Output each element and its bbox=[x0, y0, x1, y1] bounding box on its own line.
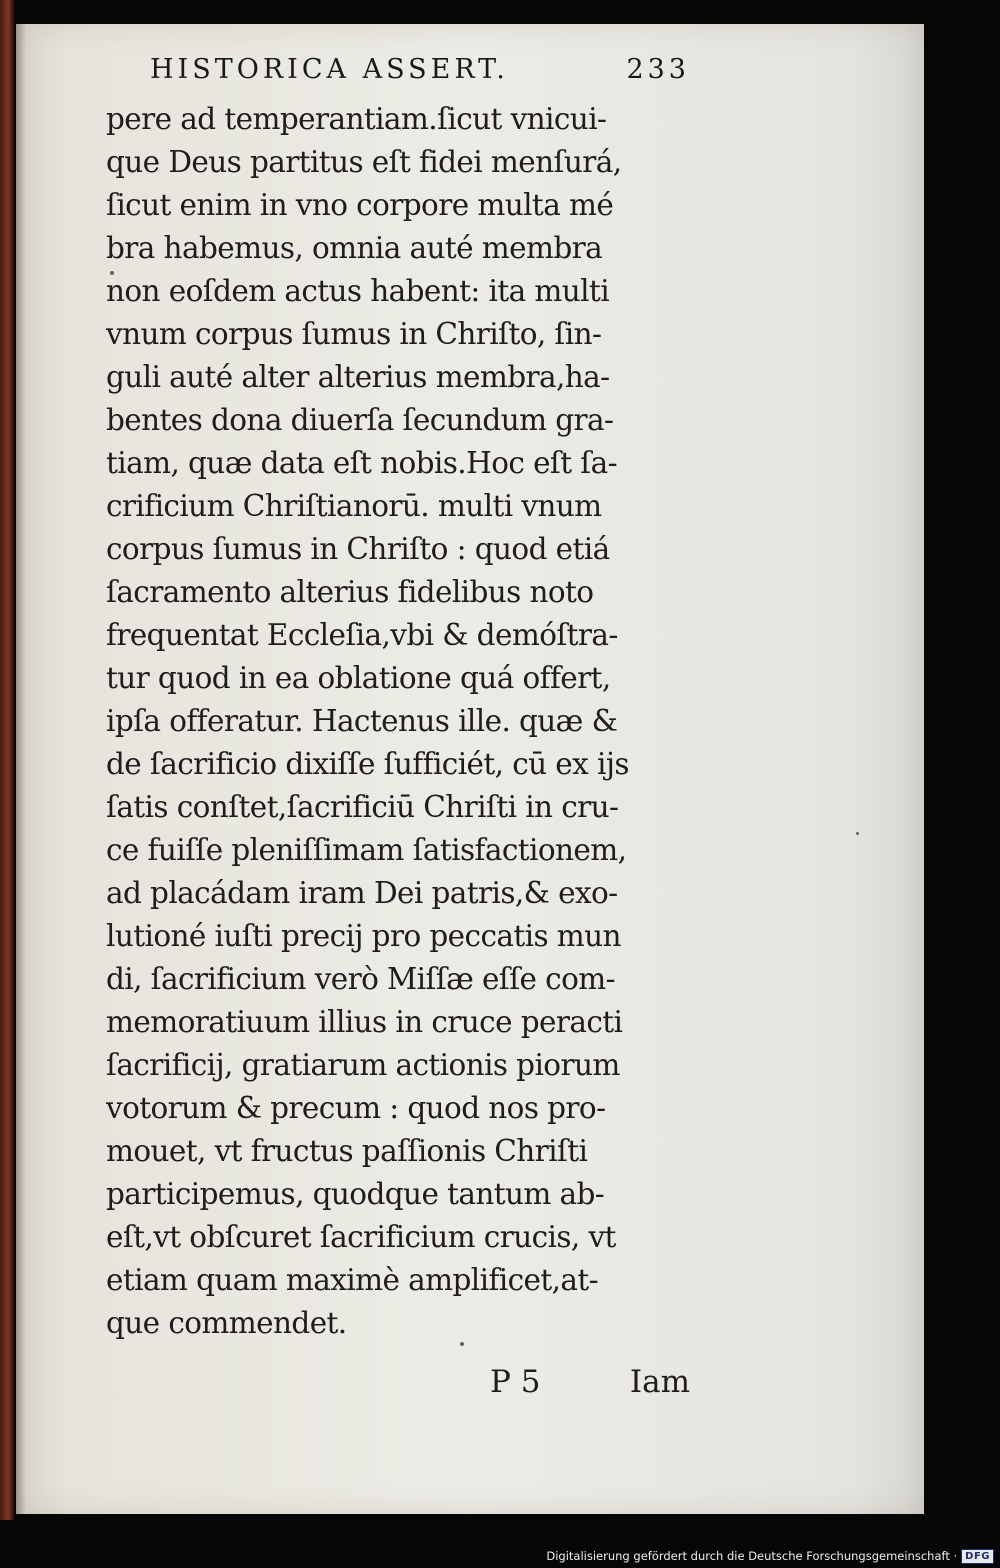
page-number: 233 bbox=[626, 54, 690, 85]
scan-top-border bbox=[0, 0, 1000, 24]
text-line: frequentat Eccleſia,vbi & demóſtra- bbox=[106, 618, 618, 652]
body-text bbox=[106, 98, 686, 1345]
text-line: vnum corpus ſumus in Chriſto, ſin- bbox=[106, 317, 602, 351]
text-line: etiam quam maximè amplificet,at- bbox=[106, 1263, 599, 1297]
text-line: pere ad temperantiam.ſicut vnicui- bbox=[106, 102, 607, 136]
catchline bbox=[490, 1364, 690, 1408]
digitization-credit bbox=[546, 1546, 994, 1566]
text-line: ipſa offeratur. Hactenus ille. quæ & bbox=[106, 704, 618, 738]
text-line: ce fuiſſe pleniſſimam ſatisfactionem, bbox=[106, 833, 627, 867]
running-head-title: HISTORICA ASSERT. bbox=[150, 54, 509, 85]
text-line: lutioné iuſti precij pro peccatis mun bbox=[106, 919, 621, 953]
text-line: ad placádam iram Dei patris,& exo- bbox=[106, 876, 618, 910]
gutter-shadow bbox=[16, 24, 26, 1514]
text-line: ſicut enim in vno corpore multa mé bbox=[106, 188, 614, 222]
text-line: ſacrificij, gratiarum actionis piorum bbox=[106, 1048, 620, 1082]
text-line: que Deus partitus eſt fidei menſurá, bbox=[106, 145, 622, 179]
credit-text: Digitalisierung gefördert durch die Deutsche Forschungsgemeinschaft · bbox=[546, 1549, 958, 1563]
text-line: non eoſdem actus habent: ita multi bbox=[106, 274, 610, 308]
text-line: bra habemus, omnia auté membra bbox=[106, 231, 603, 265]
dfg-logo: DFG bbox=[961, 1549, 994, 1564]
text-line: ſatis conſtet,ſacrificiū Chriſti in cru- bbox=[106, 790, 619, 824]
text-line: tiam, quæ data eſt nobis.Hoc eſt ſa- bbox=[106, 446, 617, 480]
text-line: mouet, vt fructus paſſionis Chriſti bbox=[106, 1134, 588, 1168]
text-line: memoratiuum illius in cruce peracti bbox=[106, 1005, 623, 1039]
text-line: bentes dona diuerſa ſecundum gra- bbox=[106, 403, 614, 437]
running-head bbox=[150, 54, 690, 98]
text-line: tur quod in ea oblatione quá offert, bbox=[106, 661, 611, 695]
catchword: Iam bbox=[629, 1364, 690, 1400]
text-line: corpus ſumus in Chriſto : quod etiá bbox=[106, 532, 610, 566]
text-line: crificium Chriſtianorū. multi vnum bbox=[106, 489, 602, 523]
signature-mark: P 5 bbox=[490, 1364, 541, 1400]
text-line: de ſacrificio dixiſſe ſufficiét, cū ex ijs bbox=[106, 747, 629, 781]
text-line: ſacramento alterius fidelibus noto bbox=[106, 575, 594, 609]
text-line: eſt,vt obſcuret ſacrificium crucis, vt bbox=[106, 1220, 616, 1254]
text-line: guli auté alter alterius membra,ha- bbox=[106, 360, 610, 394]
text-line: di, ſacrificium verò Miſſæ eſſe com- bbox=[106, 962, 615, 996]
book-spine-edge bbox=[0, 0, 14, 1520]
text-line: participemus, quodque tantum ab- bbox=[106, 1177, 605, 1211]
text-line: votorum & precum : quod nos pro- bbox=[106, 1091, 606, 1125]
text-line: que commendet. bbox=[106, 1306, 347, 1340]
